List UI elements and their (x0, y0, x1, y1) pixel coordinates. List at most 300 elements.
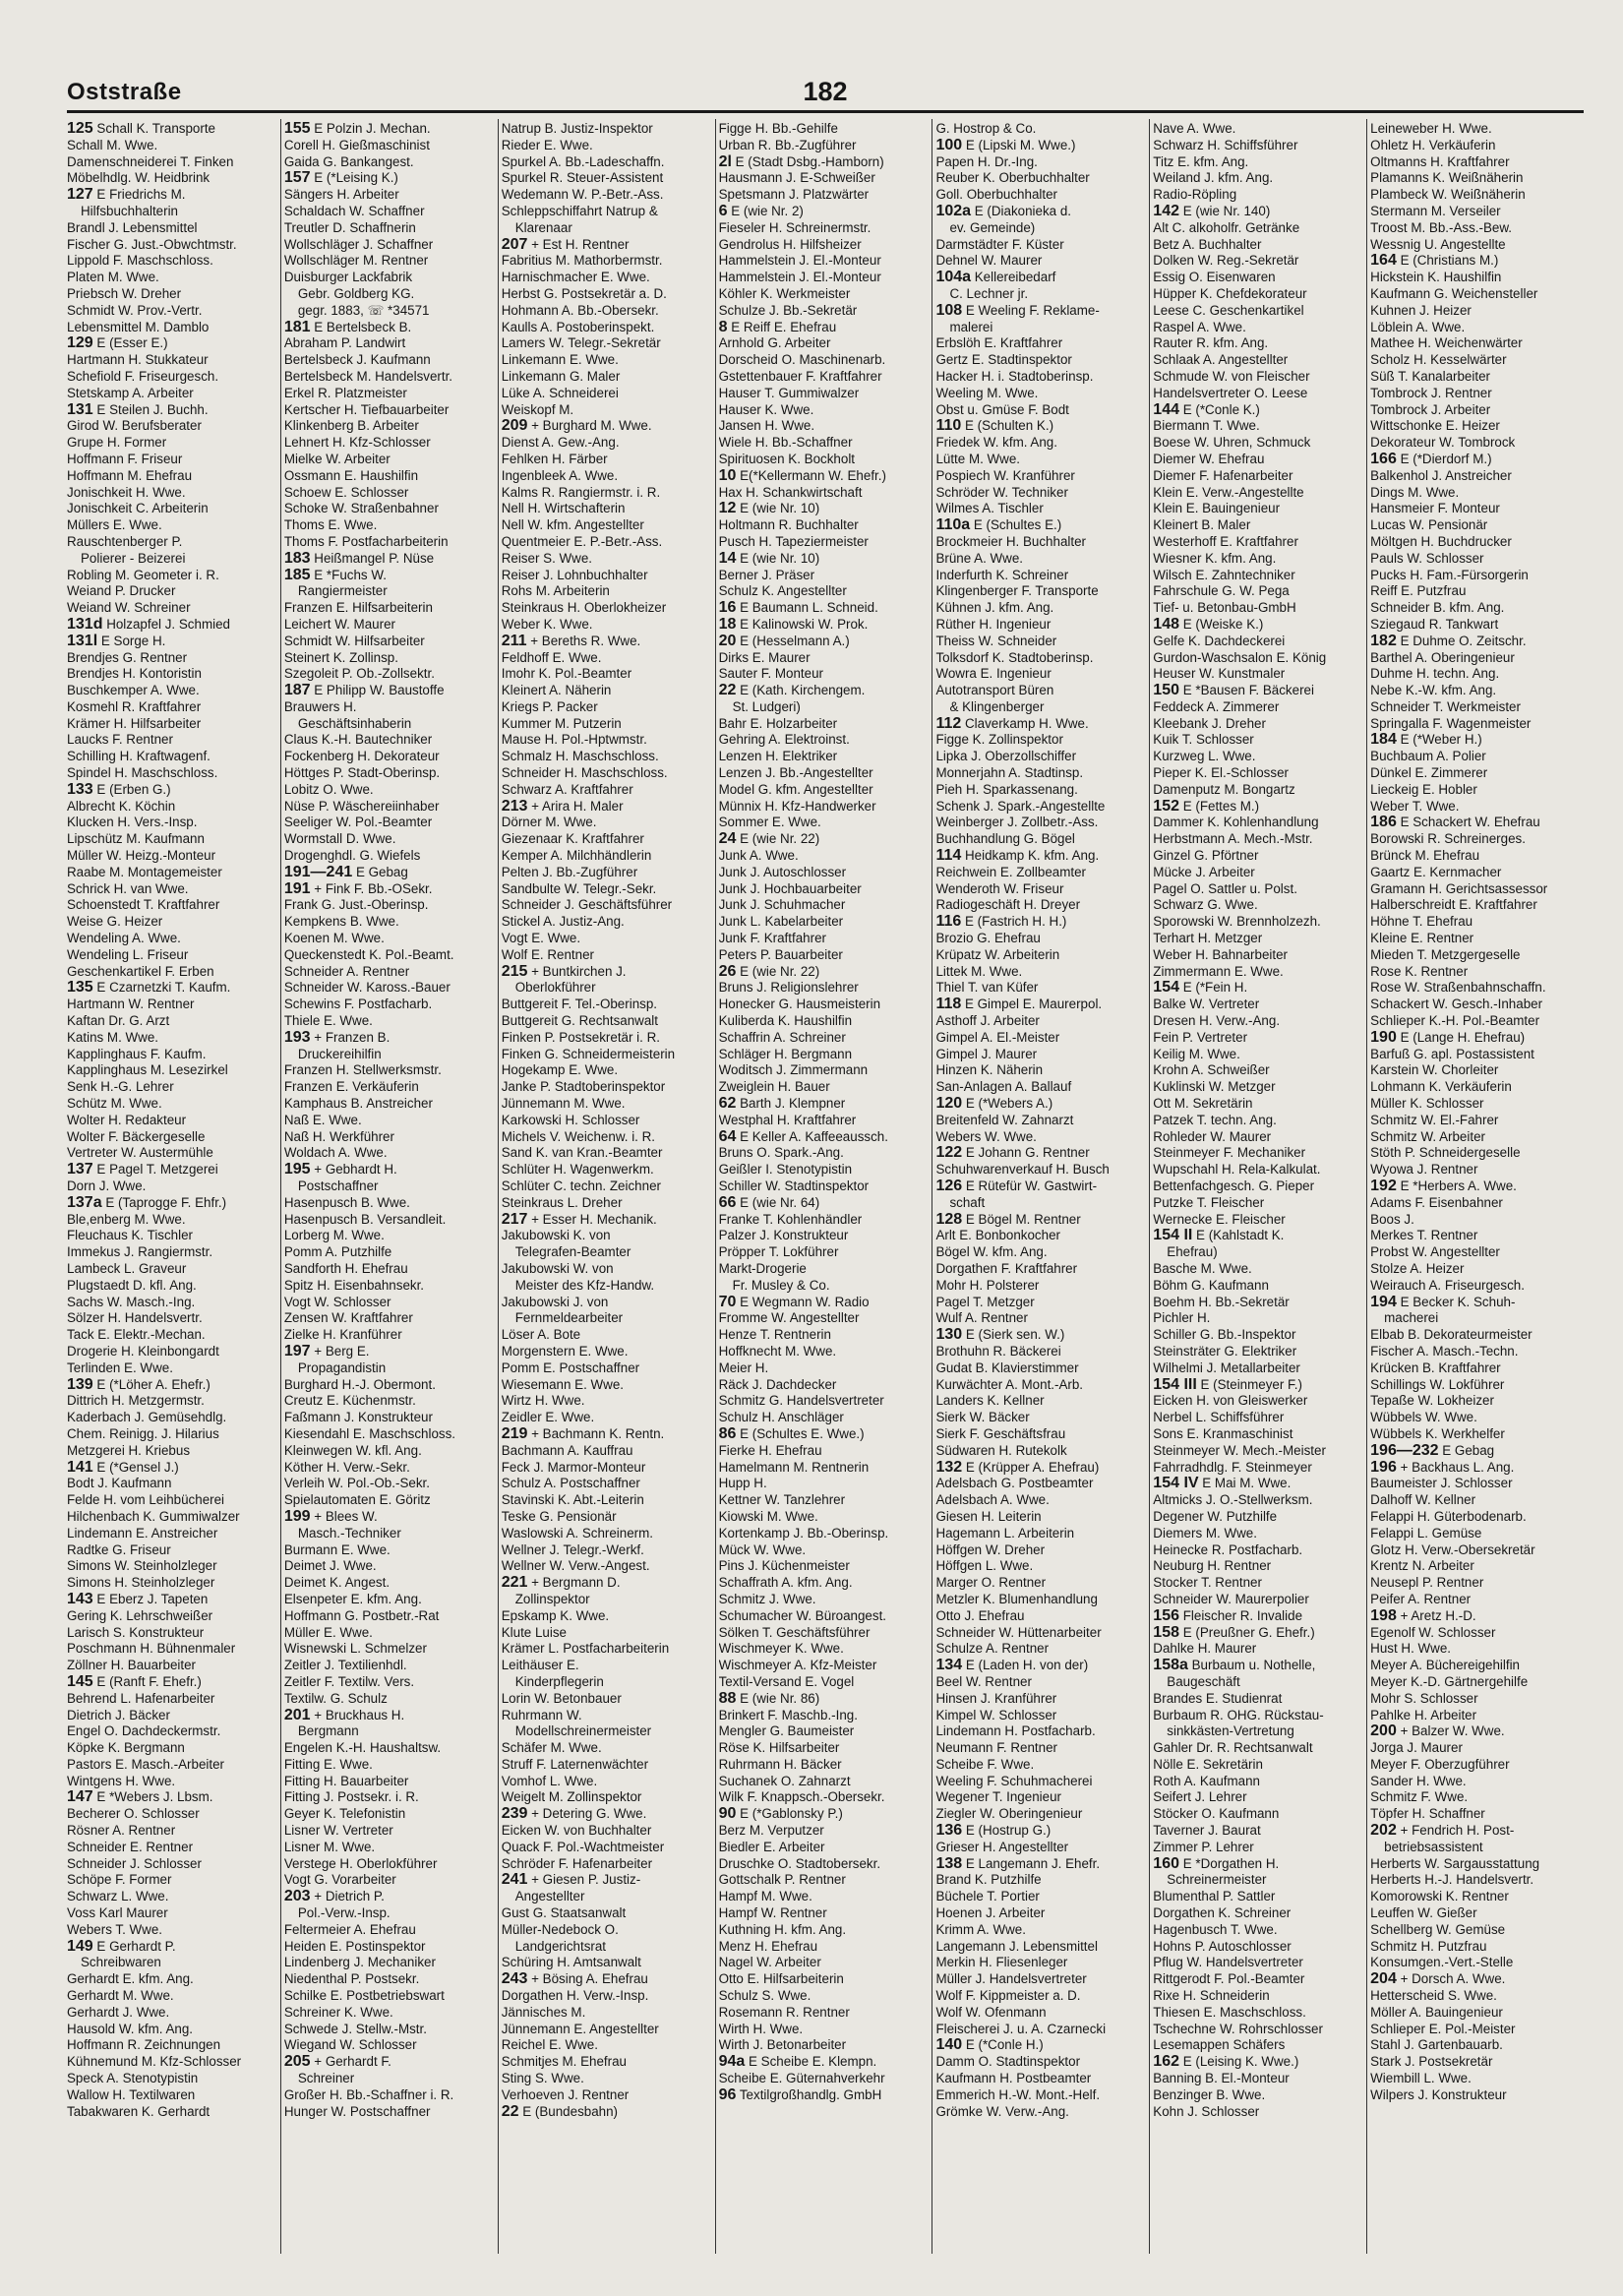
house-number: 205 (283, 2054, 311, 2071)
directory-entry: Nerbel L. Schiffsführer (1153, 1410, 1285, 1425)
directory-entry: Jakubowski K. von (501, 1228, 611, 1243)
directory-entry: Metzgerei H. Kriebus (67, 1442, 191, 1458)
directory-entry: Hoenen J. Arbeiter (935, 1905, 1046, 1921)
directory-entry: Ehefrau) (1167, 1244, 1218, 1260)
directory-entry: Diemers M. Wwe. (1153, 1525, 1257, 1541)
directory-entry: Lenzen J. Bb.-Angestellter (718, 765, 873, 781)
directory-entry: 131 E Steilen J. Buchh. (67, 401, 209, 418)
directory-entry: Titz E. kfm. Ang. (1153, 153, 1249, 169)
house-number: 137a (67, 1194, 102, 1211)
directory-column (715, 119, 932, 2254)
directory-entry: 186 E Schackert W. Ehefrau (1370, 815, 1540, 831)
directory-entry: Tief- u. Betonbau-GmbH (1153, 600, 1296, 616)
directory-entry: Höhne T. Ehefrau (1370, 914, 1473, 930)
directory-entry: Holtmann R. Buchhalter (718, 517, 859, 533)
directory-entry: Drogerie H. Kleinbongardt (67, 1343, 219, 1359)
directory-entry: 145 E (Ranft F. Ehefr.) (67, 1673, 202, 1690)
directory-entry: Schneider W. Maurerpolier (1153, 1591, 1309, 1606)
directory-entry: Röse K. Hilfsarbeiter (718, 1740, 840, 1756)
directory-entry: Wedemann W. P.-Betr.-Ass. (501, 187, 664, 203)
directory-entry: Figge K. Zollinspektor (935, 732, 1063, 748)
directory-entry: 207 + Est H. Rentner (501, 236, 630, 253)
directory-entry: Büchele T. Portier (935, 1889, 1040, 1904)
directory-entry: Wendeling L. Friseur (67, 946, 189, 962)
directory-entry: Fabritius M. Mathorbermstr. (501, 253, 663, 269)
directory-entry: Plugstaedt D. kfl. Ang. (67, 1277, 197, 1293)
directory-entry: Pusch H. Tapeziermeister (718, 533, 869, 549)
directory-entry: Kuthning H. kfm. Ang. (718, 1921, 847, 1937)
directory-entry: Kohn J. Schlosser (1153, 2103, 1260, 2119)
directory-entry: Erbslöh E. Kraftfahrer (935, 335, 1063, 351)
directory-entry: Klinkenberg B. Arbeiter (283, 418, 419, 434)
directory-entry: 195 + Gebhardt H. (283, 1162, 397, 1178)
directory-entry: Probst W. Angestellter (1370, 1244, 1500, 1260)
directory-entry: 221 + Bergmann D. (501, 1575, 621, 1592)
directory-entry: Degener W. Putzhilfe (1153, 1508, 1278, 1524)
directory-entry: Franzen H. Stellwerksmstr. (283, 1062, 442, 1078)
directory-entry: Kinderpflegerin (514, 1673, 604, 1689)
directory-entry: Schulz H. Anschläger (718, 1410, 844, 1425)
directory-column (498, 119, 715, 2254)
directory-entry: Hampf M. Wwe. (718, 1889, 812, 1904)
directory-entry: Essig O. Eisenwaren (1153, 270, 1276, 285)
directory-entry: Franke T. Kohlenhändler (718, 1211, 863, 1227)
directory-entry: Schackert W. Gesch.-Inhaber (1370, 997, 1543, 1012)
directory-entry: Druschke O. Stadtobersekr. (718, 1855, 881, 1871)
directory-entry: Brandl J. Lebensmittel (67, 219, 198, 235)
directory-entry: Kuklinski W. Metzger (1153, 1079, 1276, 1095)
directory-entry: Queckenstedt K. Pol.-Beamt. (283, 946, 454, 962)
directory-entry: Blumenthal P. Sattler (1153, 1889, 1276, 1904)
directory-entry: Jakubowski J. von (501, 1294, 609, 1309)
house-number: 18 (718, 616, 737, 633)
directory-entry: 193 + Franzen B. (283, 1029, 391, 1046)
directory-entry: Krämer L. Postfacharbeiterin (501, 1641, 670, 1657)
directory-entry: Fleischerei J. u. A. Czarnecki (935, 2021, 1107, 2036)
directory-entry: Scheibe E. Güternahverkehr (718, 2071, 885, 2086)
directory-entry: 243 + Bösing A. Ehefrau (501, 1971, 648, 1988)
house-number: 139 (67, 1376, 93, 1393)
directory-entry: Kriegs P. Packer (501, 698, 598, 714)
directory-entry: Banning B. El.-Monteur (1153, 2071, 1290, 2086)
directory-entry: Nüse P. Wäschereiinhaber (283, 798, 440, 814)
directory-entry: Weber T. Wwe. (1370, 798, 1460, 814)
directory-entry: Meyer K.-D. Gärtnergehilfe (1370, 1673, 1529, 1689)
directory-entry: 137a E (Taprogge F. Ehfr.) (67, 1194, 227, 1211)
directory-entry: Stavinski K. Abt.-Leiterin (501, 1492, 644, 1508)
directory-entry: 219 + Bachmann K. Rentn. (501, 1425, 665, 1442)
directory-entry: Süß T. Kanalarbeiter (1370, 368, 1490, 384)
directory-entry: Jünnemann E. Angestellter (501, 2021, 659, 2036)
house-number: 181 (283, 319, 311, 335)
directory-entry: Druckereihilfin (297, 1046, 382, 1061)
directory-entry: Tabakwaren K. Gerhardt (67, 2103, 210, 2119)
directory-entry: Schoew E. Schlosser (283, 484, 409, 500)
directory-entry: Adelsbach G. Postbeamter (935, 1476, 1094, 1491)
directory-entry: Hohmann A. Bb.-Obersekr. (501, 302, 659, 318)
directory-entry: Eicken W. von Buchhalter (501, 1823, 652, 1839)
directory-entry: Mieden T. Metzgergeselle (1370, 946, 1521, 962)
directory-entry: Kurwächter A. Mont.-Arb. (935, 1376, 1084, 1392)
directory-entry: Zöllner H. Bauarbeiter (67, 1658, 196, 1673)
directory-entry: Katins M. Wwe. (67, 1029, 159, 1045)
directory-entry: Sachs W. Masch.-Ing. (67, 1294, 196, 1309)
directory-entry: Thiel T. van Küfer (935, 980, 1039, 996)
house-number: 88 (718, 1690, 737, 1707)
house-number: 193 (283, 1029, 311, 1046)
directory-entry: Schewins F. Postfacharb. (283, 997, 433, 1012)
house-number: 143 (67, 1591, 93, 1607)
directory-entry: 133 E (Erben G.) (67, 781, 171, 798)
directory-entry: Spurkel R. Steuer-Assistent (501, 170, 664, 186)
directory-entry: Räck J. Dachdecker (718, 1376, 837, 1392)
directory-entry: Pins J. Küchenmeister (718, 1558, 850, 1574)
directory-entry: Egenolf W. Schlosser (1370, 1624, 1496, 1640)
directory-entry: Sängers H. Arbeiter (283, 187, 399, 203)
directory-entry: Westphal H. Kraftfahrer (718, 1112, 857, 1127)
directory-entry: Spetsmann J. Platzwärter (718, 187, 870, 203)
directory-entry: Niedenthal P. Postsekr. (283, 1971, 420, 1987)
directory-entry: C. Lechner jr. (949, 285, 1029, 301)
directory-entry: Mielke W. Arbeiter (283, 451, 391, 466)
directory-entry: Suchanek O. Zahnarzt (718, 1773, 851, 1788)
directory-entry: Wiesner K. kfm. Ang. (1153, 550, 1277, 566)
directory-entry: 241 + Giesen P. Justiz- (501, 1872, 641, 1889)
directory-entry: Grömke W. Verw.-Ang. (935, 2103, 1069, 2119)
directory-entry: Otto J. Ehefrau (935, 1607, 1025, 1623)
house-number: 142 (1153, 203, 1179, 219)
directory-entry: Dorgathen K. Schreiner (1153, 1905, 1292, 1921)
directory-entry: Lipka J. Oberzollschiffer (935, 749, 1077, 764)
directory-entry: Wolf F. Kippmeister a. D. (935, 1988, 1081, 2004)
house-number: 66 (718, 1194, 737, 1211)
directory-entry: Textilw. G. Schulz (283, 1690, 388, 1706)
directory-entry: Abraham P. Landwirt (283, 335, 406, 351)
house-number: 120 (935, 1096, 963, 1113)
directory-entry: Sölzer H. Handelsvertr. (67, 1310, 203, 1326)
directory-entry: ev. Gemeinde) (949, 219, 1036, 235)
directory-entry: Obst u. Gmüse F. Bodt (935, 401, 1069, 417)
directory-entry: Schmalz H. Maschschloss. (501, 749, 659, 764)
directory-entry: Pomm A. Putzhilfe (283, 1244, 392, 1260)
directory-column (67, 119, 280, 2254)
house-number: 125 (67, 121, 93, 137)
directory-entry: Hausmann J. E-Schweißer (718, 170, 875, 186)
directory-entry: Schneider A. Rentner (283, 963, 410, 979)
house-number: 104a (935, 270, 972, 286)
directory-entry: 155 E Polzin J. Mechan. (283, 121, 431, 137)
directory-entry: Gaartz E. Kernmacher (1370, 864, 1502, 879)
directory-entry: Herbstmann A. Mech.-Mstr. (1153, 831, 1313, 847)
directory-entry: Brünck M. Ehefrau (1370, 848, 1480, 864)
directory-entry: Balke W. Vertreter (1153, 997, 1260, 1012)
directory-entry: 203 + Dietrich P. (283, 1889, 385, 1905)
directory-entry: Buchhandlung G. Bögel (935, 831, 1075, 847)
directory-entry: Fockenberg H. Dekorateur (283, 749, 440, 764)
directory-entry: Schuhwarenverkauf H. Busch (935, 1162, 1110, 1178)
directory-entry: Quentmeier E. P.-Betr.-Ass. (501, 533, 663, 549)
directory-entry: 205 + Gerhardt F. (283, 2054, 391, 2071)
directory-entry: 164 E (Christians M.) (1370, 253, 1499, 270)
directory-entry: Bertelsbeck M. Handelsvertr. (283, 368, 453, 384)
directory-entry: 194 E Becker K. Schuh- (1370, 1294, 1516, 1310)
directory-entry: 86 E (Schultes E. Wwe.) (718, 1425, 865, 1442)
directory-entry: Wilsch E. Zahntechniker (1153, 567, 1295, 582)
directory-entry: Roth A. Kaufmann (1153, 1773, 1260, 1788)
directory-entry: Kertscher H. Tiefbauarbeiter (283, 401, 450, 417)
directory-entry: 192 E *Herbers A. Wwe. (1370, 1178, 1517, 1194)
directory-entry: Sierk W. Bäcker (935, 1410, 1030, 1425)
directory-entry: 154 III E (Steinmeyer F.) (1153, 1376, 1302, 1393)
directory-entry: Wenderoth W. Friseur (935, 880, 1064, 896)
directory-entry: Hammelstein J. El.-Monteur (718, 270, 881, 285)
directory-entry: 196 + Backhaus L. Ang. (1370, 1459, 1515, 1476)
directory-entry: Reichwein E. Zollbeamter (935, 864, 1087, 879)
directory-entry: Rieder E. Wwe. (501, 137, 593, 152)
directory-entry: 138 E Langemann J. Ehefr. (935, 1855, 1101, 1872)
directory-entry: Troost M. Bb.-Ass.-Bew. (1370, 219, 1513, 235)
directory-entry: Lamers W. Telegr.-Sekretär (501, 335, 661, 351)
directory-entry: 120 E (*Webers A.) (935, 1096, 1053, 1113)
directory-entry: Wessnig U. Angestellte (1370, 236, 1506, 252)
directory-entry: Verhoeven J. Rentner (501, 2086, 630, 2102)
directory-entry: Biedler E. Arbeiter (718, 1839, 825, 1854)
directory-entry: Boehm H. Bb.-Sekretär (1153, 1294, 1290, 1309)
directory-entry: Wilhelmi J. Metallarbeiter (1153, 1359, 1300, 1375)
house-number: 196 (1370, 1459, 1397, 1476)
directory-entry: Höffgen L. Wwe. (935, 1558, 1034, 1574)
directory-entry: Geißler I. Stenotypistin (718, 1162, 853, 1178)
directory-entry: Biermann T. Wwe. (1153, 418, 1260, 434)
directory-entry: Klingenberger F. Transporte (935, 583, 1099, 599)
house-number: 241 (501, 1872, 528, 1889)
directory-entry: Propagandistin (297, 1359, 387, 1375)
directory-entry: Krohn A. Schweißer (1153, 1062, 1270, 1078)
directory-entry: Köhler K. Werkmeister (718, 285, 851, 301)
directory-entry: Gstettenbauer F. Kraftfahrer (718, 368, 882, 384)
directory-entry: Frank G. Just.-Oberinsp. (283, 897, 429, 913)
directory-entry: Gurdon-Waschsalon E. König (1153, 649, 1327, 665)
directory-entry: Müller J. Handelsvertreter (935, 1971, 1087, 1987)
directory-entry: Buttgereit F. Tel.-Oberinsp. (501, 997, 657, 1012)
house-number: 136 (935, 1823, 963, 1840)
directory-entry: Dehnel W. Maurer (935, 253, 1043, 269)
directory-entry: Rohs M. Arbeiterin (501, 583, 610, 599)
directory-entry: Hilfsbuchhalterin (81, 203, 178, 218)
directory-entry: Szegoleit P. Ob.-Zollsektr. (283, 666, 435, 682)
directory-entry: Dahlke H. Maurer (1153, 1641, 1257, 1657)
directory-entry: Sommer E. Wwe. (718, 815, 821, 830)
directory-entry: Schulz K. Angestellter (718, 583, 847, 599)
directory-entry: Pflug W. Handelsvertreter (1153, 1955, 1303, 1970)
house-number: 14 (718, 550, 737, 567)
directory-entry: Damenputz M. Bongartz (1153, 781, 1295, 797)
directory-entry: Brockmeier H. Buchhalter (935, 533, 1086, 549)
directory-entry: Kaftan Dr. G. Arzt (67, 1013, 170, 1029)
directory-entry: 131l E Sorge H. (67, 633, 166, 649)
directory-entry: Bertelsbeck J. Kaufmann (283, 352, 431, 368)
directory-entry: 126 E Rütefür W. Gastwirt- (935, 1178, 1098, 1194)
directory-entry: Sporowski W. Brennholzezh. (1153, 914, 1321, 930)
directory-entry: Müllers E. Wwe. (67, 517, 162, 533)
directory-entry: Gudat B. Klavierstimmer (935, 1359, 1079, 1375)
directory-entry: Pagel T. Metzger (935, 1294, 1035, 1309)
directory-entry: Wallow H. Textilwaren (67, 2086, 196, 2102)
directory-entry: Epskamp K. Wwe. (501, 1607, 610, 1623)
directory-entry: 197 + Berg E. (283, 1343, 370, 1359)
directory-entry: Sand K. van Kran.-Beamter (501, 1145, 663, 1161)
directory-entry: Engelen K.-H. Haushaltsw. (283, 1740, 442, 1756)
directory-entry: Brandes E. Studienrat (1153, 1690, 1283, 1706)
directory-entry: Lisner W. Vertreter (283, 1823, 393, 1839)
directory-entry: Marger O. Rentner (935, 1575, 1047, 1591)
directory-entry: Bettenfachgesch. G. Pieper (1153, 1178, 1315, 1193)
directory-entry: 137 E Pagel T. Metzgerei (67, 1162, 218, 1178)
directory-entry: Zeitler F. Textilw. Vers. (283, 1673, 415, 1689)
house-number: 64 (718, 1128, 737, 1145)
directory-entry: Dorgathen H. Verw.-Insp. (501, 1988, 649, 2004)
directory-entry: Spitz H. Eisenbahnsekr. (283, 1277, 425, 1293)
house-number: 122 (935, 1145, 963, 1162)
directory-entry: 88 E (wie Nr. 86) (718, 1690, 820, 1707)
directory-entry: Bruns J. Religionslehrer (718, 980, 859, 996)
directory-entry: Finken G. Schneidermeisterin (501, 1046, 676, 1061)
house-number: 219 (501, 1425, 528, 1442)
directory-entry: Waslowski A. Schreinerm. (501, 1525, 653, 1541)
directory-entry: Gelfe K. Dachdeckerei (1153, 633, 1286, 648)
directory-entry: Wübbels K. Werkhelfer (1370, 1425, 1505, 1441)
directory-entry: Hoffknecht M. Wwe. (718, 1343, 837, 1359)
directory-entry: Laucks F. Rentner (67, 732, 173, 748)
directory-entry: 202 + Fendrich H. Post- (1370, 1823, 1515, 1840)
directory-entry: Dings M. Wwe. (1370, 484, 1460, 500)
directory-entry: Hax H. Schankwirtschaft (718, 484, 863, 500)
directory-entry: Schiller G. Bb.-Inspektor (1153, 1327, 1296, 1343)
directory-entry: Töpfer H. Schaffner (1370, 1806, 1485, 1822)
directory-entry: Schmidt W. Prov.-Vertr. (67, 302, 203, 318)
directory-entry: Pomm E. Postschaffner (501, 1359, 640, 1375)
directory-entry: Schröder F. Hafenarbeiter (501, 1855, 653, 1871)
directory-entry: Mohr S. Schlosser (1370, 1690, 1478, 1706)
directory-entry: 118 E Gimpel E. Maurerpol. (935, 997, 1103, 1013)
directory-entry: Lebensmittel M. Damblo (67, 319, 210, 334)
directory-entry: Wirth J. Betonarbeiter (718, 2037, 847, 2053)
directory-entry: Burghard H.-J. Obermont. (283, 1376, 436, 1392)
directory-entry: Pieh H. Sparkassenang. (935, 781, 1078, 797)
directory-entry: Wübbels W. Wwe. (1370, 1410, 1477, 1425)
directory-entry: Feldhoff E. Wwe. (501, 649, 602, 665)
directory-entry: Gering K. Lehrschweißer (67, 1607, 213, 1623)
directory-entry: Neuburg H. Rentner (1153, 1558, 1272, 1574)
directory-entry: Lehnert H. Kfz-Schlosser (283, 435, 431, 451)
directory-entry: Wischmeyer K. Wwe. (718, 1641, 844, 1657)
directory-entry: Michels V. Weichenw. i. R. (501, 1128, 656, 1144)
directory-entry: Hupp H. (718, 1476, 767, 1491)
directory-entry: 134 E (Laden H. von der) (935, 1658, 1089, 1674)
directory-entry: Grupe H. Former (67, 435, 167, 451)
directory-entry: Thoms E. Wwe. (283, 517, 378, 533)
house-number: 183 (283, 550, 311, 567)
directory-entry: Kleine E. Rentner (1370, 931, 1474, 946)
house-number: 70 (718, 1294, 737, 1310)
directory-entry: 136 E (Hostrup G.) (935, 1823, 1052, 1840)
directory-entry: Jännisches M. (501, 2004, 586, 2020)
directory-entry: Peters P. Bauarbeiter (718, 946, 843, 962)
directory-entry: Dorscheid O. Maschinenarb. (718, 352, 886, 368)
directory-entry: Sierk F. Geschäftsfrau (935, 1425, 1066, 1441)
directory-entry: Lohmann K. Verkäuferin (1370, 1079, 1512, 1095)
directory-entry: Pieper K. El.-Schlosser (1153, 765, 1289, 781)
directory-entry: Schlieper E. Pol.-Meister (1370, 2021, 1516, 2036)
directory-entry: Spielautomaten E. Göritz (283, 1492, 431, 1508)
directory-entry: Spindel H. Maschschloss. (67, 765, 218, 781)
directory-entry: Jonischkeit C. Arbeiterin (67, 501, 209, 516)
house-number: 110a (935, 517, 971, 534)
house-number: 22 (501, 2103, 519, 2120)
directory-entry: Deimet J. Wwe. (283, 1558, 377, 1574)
directory-entry: Baugeschäft (1167, 1673, 1240, 1689)
directory-entry: Klarenaar (514, 219, 572, 235)
directory-entry: Hoffmann M. Ehefrau (67, 467, 193, 483)
directory-entry: Dörner M. Wwe. (501, 815, 597, 830)
directory-entry: Schneider J. Geschäftsführer (501, 897, 673, 913)
directory-entry: Schaldach W. Schaffner (283, 203, 425, 218)
house-number: 191—241 (283, 864, 353, 880)
directory-entry: Berner J. Präser (718, 567, 815, 582)
directory-entry: St. Ludgeri) (732, 698, 801, 714)
directory-entry: Polierer - Beizerei (81, 550, 186, 566)
house-number: 6 (718, 203, 728, 219)
directory-entry: Lesemappen Schäfers (1153, 2037, 1286, 2053)
directory-entry: Natrup B. Justiz-Inspektor (501, 121, 653, 136)
directory-entry: Stahl J. Gartenbauarb. (1370, 2037, 1503, 2053)
directory-entry: Heinecke R. Postfacharb. (1153, 1541, 1303, 1557)
directory-entry: 96 Textilgroßhandlg. GmbH (718, 2086, 882, 2103)
directory-entry: Schaffrath A. kfm. Ang. (718, 1575, 853, 1591)
directory-entry: Nebe K.-W. kfm. Ang. (1370, 683, 1497, 698)
directory-entry: Poschmann H. Bühnenmaler (67, 1641, 236, 1657)
directory-entry: 130 E (Sierk sen. W.) (935, 1327, 1065, 1344)
directory-entry: Junk J. Hochbauarbeiter (718, 880, 862, 896)
house-number: 126 (935, 1178, 963, 1194)
directory-entry: Fieseler H. Schreinermstr. (718, 219, 872, 235)
directory-entry: Buchbaum A. Polier (1370, 749, 1486, 764)
directory-entry: Damm O. Stadtinspektor (935, 2054, 1081, 2070)
directory-entry: Brauwers H. (283, 698, 357, 714)
directory-entry: Gerhardt J. Wwe. (67, 2004, 170, 2020)
directory-entry: Gaida G. Bankangest. (283, 153, 414, 169)
directory-entry: Schlaak A. Angestellter (1153, 352, 1289, 368)
directory-entry: Rüther H. Ingenieur (935, 616, 1052, 632)
directory-entry: 143 E Eberz J. Tapeten (67, 1591, 209, 1607)
directory-entry: Schneider B. kfm. Ang. (1370, 600, 1505, 616)
house-number: 16 (718, 600, 737, 617)
directory-entry: Schläger H. Bergmann (718, 1046, 853, 1061)
directory-entry: Hickstein K. Haushilfin (1370, 270, 1502, 285)
directory-entry: Möbelhdlg. W. Heidbrink (67, 170, 210, 186)
directory-entry: Jünnemann M. Wwe. (501, 1096, 626, 1112)
directory-entry: Schilke E. Postbetriebswart (283, 1988, 445, 2004)
directory-entry: Raabe M. Montagemeister (67, 864, 222, 879)
street-name: Oststraße (67, 79, 182, 105)
directory-entry: Rohleder W. Maurer (1153, 1128, 1272, 1144)
directory-entry: Hansmeier F. Monteur (1370, 501, 1500, 516)
directory-entry: Hasenpusch B. Versandleit. (283, 1211, 447, 1227)
directory-entry: Lippold F. Maschschloss. (67, 253, 213, 269)
directory-entry: 22 E (Bundesbahn) (501, 2103, 619, 2120)
directory-entry: Scheibe F. Wwe. (935, 1756, 1035, 1772)
directory-entry: 102a E (Diakonieka d. (935, 203, 1071, 219)
